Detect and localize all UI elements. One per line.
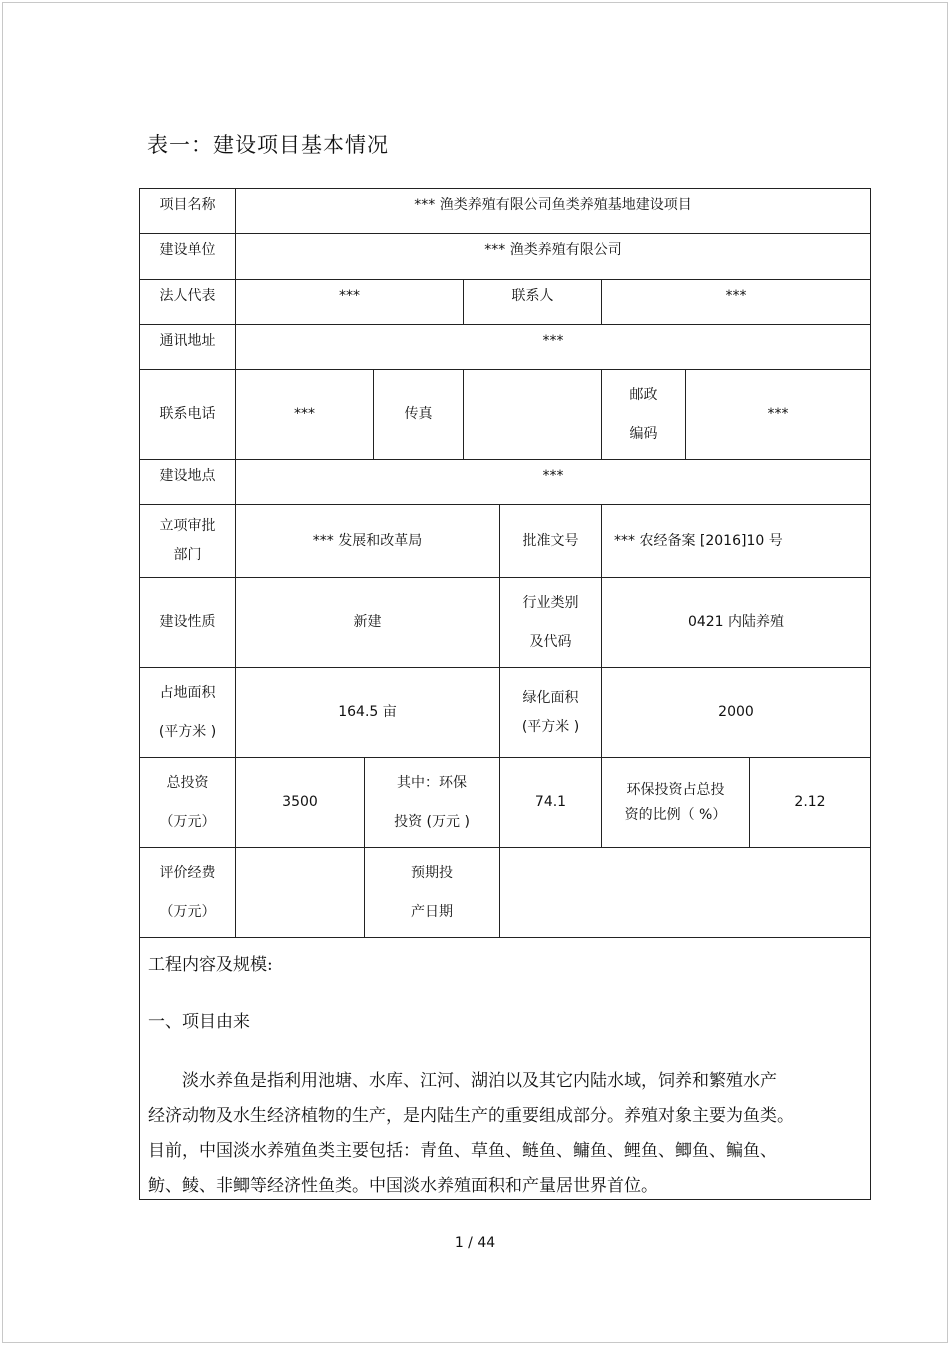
- land-area-label-line2: (平方米 ): [158, 723, 217, 740]
- content-subheading: 一、项目由来: [148, 1012, 250, 1032]
- construction-nature-value: 新建: [236, 578, 500, 668]
- fax-label: 传真: [374, 370, 464, 460]
- construction-nature-label: 建设性质: [140, 578, 236, 668]
- green-area-label-line1: 绿化面积: [522, 689, 579, 706]
- evaluation-fee-label: [140, 848, 236, 938]
- production-date-value: [500, 848, 870, 938]
- project-name-value: *** 渔类养殖有限公司鱼类养殖基地建设项目: [236, 189, 870, 234]
- location-label: 建设地点: [140, 460, 236, 505]
- total-investment-label-line1: 总投资: [166, 774, 209, 791]
- fax-value: [464, 370, 602, 460]
- approval-dept-label-line1: 立项审批: [159, 518, 216, 535]
- env-investment-ratio-label-line1: 环保投资占总投: [626, 781, 725, 798]
- green-area-value: 2000: [602, 668, 870, 758]
- legal-rep-label: 法人代表: [140, 280, 236, 325]
- industry-code-label-line2: 及代码: [529, 633, 572, 650]
- contact-label: 联系人: [464, 280, 602, 325]
- evaluation-fee-label-line1: 评价经费: [159, 864, 216, 881]
- postal-code-label: [602, 370, 686, 460]
- total-investment-value: 3500: [236, 758, 365, 848]
- legal-rep-value: ***: [236, 280, 464, 325]
- env-investment-label-line2: 投资 (万元 ): [394, 813, 470, 830]
- env-investment-ratio-label-line2: 资的比例（ %）: [624, 806, 727, 823]
- address-label: 通讯地址: [140, 325, 236, 370]
- industry-code-label: [500, 578, 602, 668]
- paragraph-line: 目前，中国淡水养殖鱼类主要包括：青鱼、草鱼、鲢鱼、鳙鱼、鲤鱼、鲫鱼、鳊鱼、: [148, 1141, 777, 1161]
- env-investment-value: 74.1: [500, 758, 602, 848]
- env-investment-ratio-label: [602, 758, 750, 848]
- env-investment-label-line1: 其中：环保: [396, 774, 467, 791]
- phone-value: ***: [236, 370, 374, 460]
- postal-code-value: ***: [686, 370, 870, 460]
- phone-label: 联系电话: [140, 370, 236, 460]
- approval-dept-label-line2: 部门: [173, 547, 202, 563]
- land-area-label: [140, 668, 236, 758]
- production-date-label: [365, 848, 500, 938]
- content-paragraph: [148, 1064, 862, 1204]
- env-investment-label: [365, 758, 500, 848]
- page-title: 表一：建设项目基本情况: [147, 133, 389, 157]
- postal-code-label-line1: 邮政: [629, 386, 658, 403]
- builder-value: *** 渔类养殖有限公司: [236, 234, 870, 280]
- paragraph-line: 淡水养鱼是指利用池塘、水库、江河、湖泊以及其它内陆水域，饲养和繁殖水产: [182, 1071, 777, 1091]
- approval-dept-label: [140, 505, 236, 578]
- total-investment-label: [140, 758, 236, 848]
- env-investment-ratio-value: 2.12: [750, 758, 870, 848]
- paragraph-line: 鲂、鲮、非鲫等经济性鱼类。中国淡水养殖面积和产量居世界首位。: [148, 1176, 658, 1196]
- project-info-table: [139, 188, 871, 1200]
- document-page: [2, 2, 948, 1343]
- evaluation-fee-value: [236, 848, 365, 938]
- green-area-label-line2: (平方米 ): [521, 718, 580, 735]
- project-name-label: 项目名称: [140, 189, 236, 234]
- land-area-value: 164.5 亩: [236, 668, 500, 758]
- production-date-label-line2: 产日期: [411, 903, 453, 920]
- approval-doc-value: *** 农经备案 [2016]10 号: [602, 505, 870, 578]
- paragraph-line: 经济动物及水生经济植物的生产，是内陆生产的重要组成部分。养殖对象主要为鱼类。: [148, 1106, 794, 1126]
- approval-dept-value: *** 发展和改革局: [236, 505, 500, 578]
- contact-value: ***: [602, 280, 870, 325]
- industry-code-value: 0421 内陆养殖: [602, 578, 870, 668]
- page-number: 1 / 44: [454, 1235, 496, 1251]
- project-content-section: [140, 938, 870, 1199]
- location-value: ***: [236, 460, 870, 505]
- content-heading: 工程内容及规模:: [148, 955, 273, 975]
- production-date-label-line1: 预期投: [411, 864, 453, 881]
- builder-label: 建设单位: [140, 234, 236, 280]
- total-investment-label-line2: （万元）: [159, 813, 216, 830]
- green-area-label: [500, 668, 602, 758]
- evaluation-fee-label-line2: （万元）: [159, 903, 216, 920]
- land-area-label-line1: 占地面积: [159, 684, 216, 701]
- address-value: ***: [236, 325, 870, 370]
- industry-code-label-line1: 行业类别: [522, 594, 579, 611]
- approval-doc-label: 批准文号: [500, 505, 602, 578]
- postal-code-label-line2: 编码: [629, 425, 658, 442]
